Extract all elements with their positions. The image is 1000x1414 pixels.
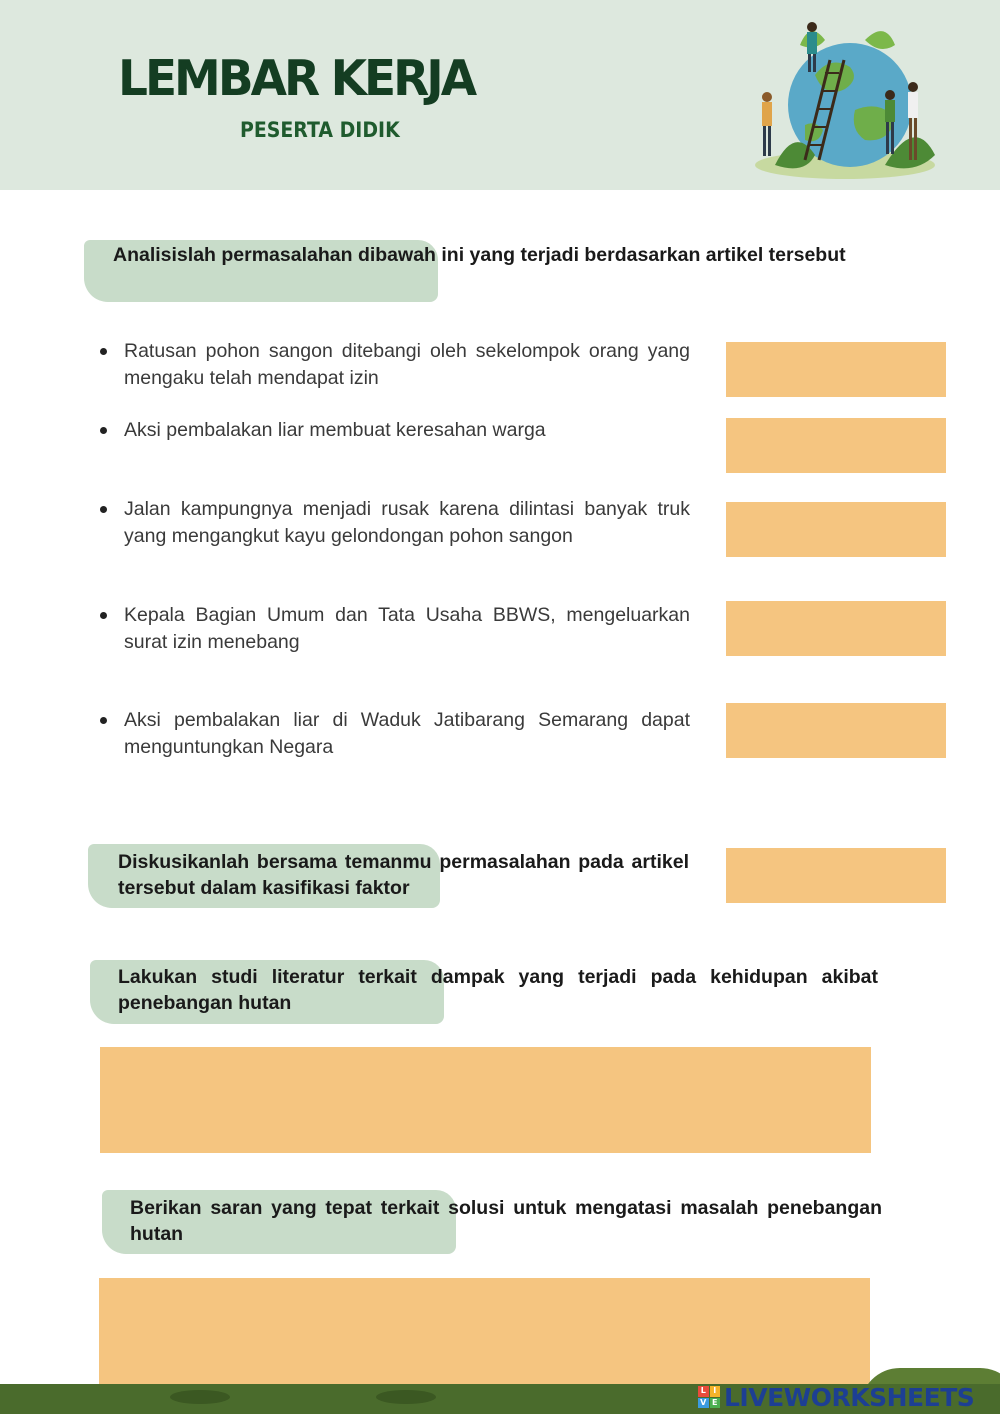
list-item-text: Kepala Bagian Umum dan Tata Usaha BBWS, mengeluarkan surat izin menebang <box>124 604 690 653</box>
answer-box-2[interactable] <box>726 418 946 473</box>
list-item-text: Aksi pembalakan liar di Waduk Jatibarang Semarang dapat menguntungkan Negara <box>124 709 690 758</box>
list-item <box>100 338 690 391</box>
page-title: LEMBAR KERJA <box>118 49 475 108</box>
section1-heading: Analisislah permasalahan dibawah ini yang terjadi berdasarkan artikel tersebut <box>113 244 846 266</box>
bullet-dot <box>100 427 107 434</box>
bullet-dot <box>100 348 107 355</box>
answer-box-6[interactable] <box>726 848 946 903</box>
section3-heading: Lakukan studi literatur terkait dampak yang terjadi pada kehidupan akibat penebangan hutan <box>118 966 878 1014</box>
brand-name: LIVEWORKSHEETS <box>724 1382 975 1412</box>
list-item-text: Ratusan pohon sangon ditebangi oleh sekelompok orang yang mengaku telah mendapat izin <box>124 340 690 389</box>
bullet-dot <box>100 717 107 724</box>
grass-spot <box>170 1390 230 1404</box>
logo-letter: V <box>698 1398 709 1409</box>
header-band <box>0 0 1000 190</box>
bullet-dot <box>100 612 107 619</box>
grass-spot <box>376 1390 436 1404</box>
list-item <box>100 602 690 655</box>
bullet-dot <box>100 506 107 513</box>
answer-box-1[interactable] <box>726 342 946 397</box>
list-item-text: Aksi pembalakan liar membuat keresahan warga <box>124 419 546 441</box>
logo-letter: E <box>710 1398 721 1409</box>
liveworksheets-icon <box>698 1386 720 1408</box>
section4-heading: Berikan saran yang tepat terkait solusi untuk mengatasi masalah penebangan hutan <box>130 1197 882 1245</box>
section2-heading: Diskusikanlah bersama temanmu permasalahan pada artikel tersebut dalam kasifikasi faktor <box>118 851 689 899</box>
answer-box-5[interactable] <box>726 703 946 758</box>
list-item <box>100 707 690 760</box>
logo-letter: L <box>698 1386 709 1397</box>
earth-illustration-icon <box>745 15 940 185</box>
liveworksheets-logo <box>698 1382 974 1412</box>
answer-box-8[interactable] <box>99 1278 870 1384</box>
logo-letter: I <box>710 1386 721 1397</box>
answer-box-3[interactable] <box>726 502 946 557</box>
list-item <box>100 417 690 444</box>
list-item <box>100 496 690 549</box>
answer-box-7[interactable] <box>100 1047 871 1153</box>
page-subtitle: PESERTA DIDIK <box>240 118 400 142</box>
list-item-text: Jalan kampungnya menjadi rusak karena dilintasi banyak truk yang mengangkut kayu gelondongan pohon sangon <box>124 498 690 547</box>
answer-box-4[interactable] <box>726 601 946 656</box>
